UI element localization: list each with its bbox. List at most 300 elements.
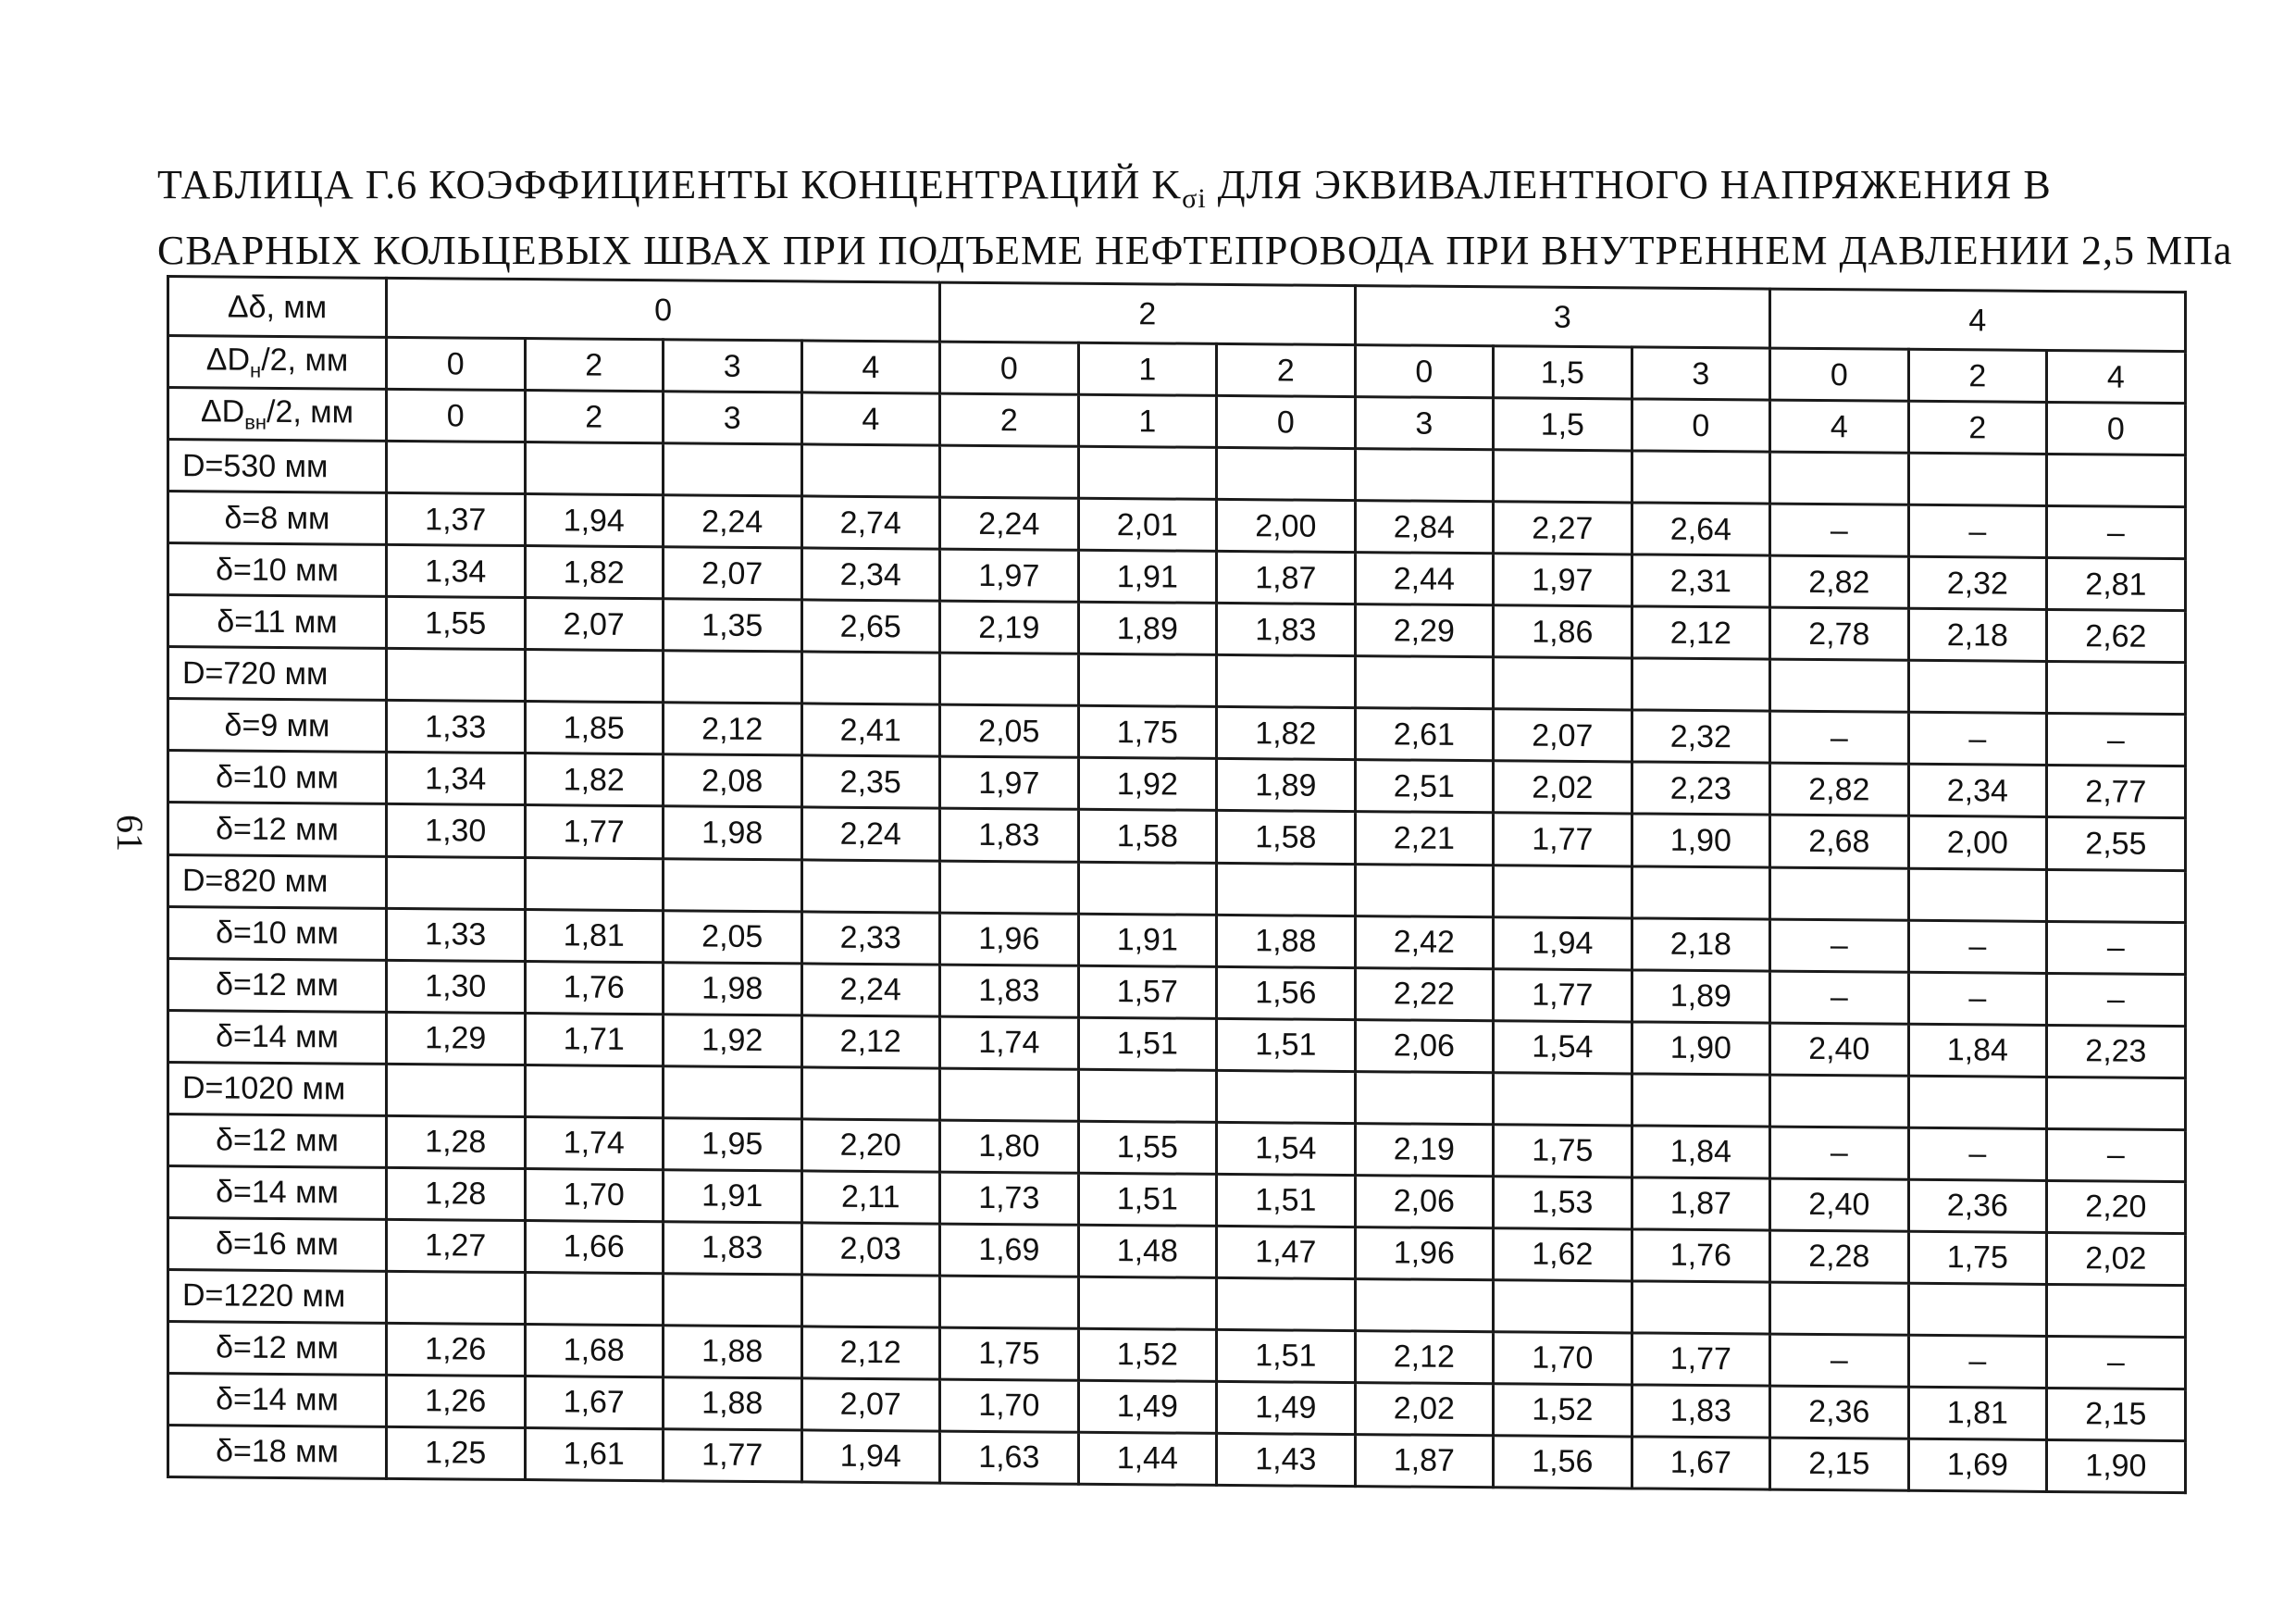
value-cell: 2,24 (801, 807, 940, 860)
empty-cell (1217, 655, 1356, 708)
value-cell: 2,12 (1632, 606, 1770, 659)
value-cell: 1,83 (1632, 1385, 1770, 1438)
value-cell: – (2047, 1128, 2186, 1181)
empty-cell (801, 1067, 940, 1120)
value-cell: 1,52 (1494, 1384, 1632, 1437)
value-cell: 1,97 (940, 757, 1079, 810)
value-cell: 1,75 (1078, 706, 1217, 759)
value-cell: 1,43 (1217, 1433, 1356, 1486)
value-cell: 1,48 (1078, 1225, 1217, 1277)
header-dn-cell: 0 (387, 338, 526, 391)
value-cell: 1,33 (387, 701, 526, 753)
value-cell: 1,33 (387, 908, 526, 961)
value-cell: 2,29 (1355, 604, 1494, 657)
row-label: δ=14 мм (168, 1010, 387, 1064)
value-cell: 1,75 (1908, 1231, 2047, 1284)
header-dn-cell: 4 (2047, 351, 2186, 404)
value-cell: 1,91 (664, 1169, 802, 1222)
value-cell: 1,86 (1494, 605, 1632, 658)
empty-cell (801, 444, 940, 497)
value-cell: 2,44 (1355, 553, 1494, 605)
value-cell: 2,28 (1770, 1230, 1909, 1283)
header-dn-cell: 0 (1770, 348, 1909, 401)
value-cell: 2,19 (1355, 1123, 1494, 1176)
value-cell: 1,55 (1078, 1121, 1217, 1174)
group-title: D=530 мм (168, 440, 387, 493)
header-group-cell: 2 (940, 282, 1356, 345)
row-label: δ=14 мм (168, 1165, 387, 1219)
value-cell: 1,51 (1078, 1017, 1217, 1070)
group-title: D=720 мм (168, 647, 387, 701)
value-cell: – (1908, 920, 2047, 973)
value-cell: 1,68 (525, 1324, 664, 1376)
value-cell: 1,80 (940, 1120, 1079, 1173)
row-label: δ=16 мм (168, 1217, 387, 1271)
value-cell: 1,77 (1632, 1333, 1770, 1386)
value-cell: 2,20 (801, 1119, 940, 1172)
row-label: δ=14 мм (168, 1373, 387, 1426)
empty-cell (1078, 862, 1217, 915)
value-cell: – (1908, 713, 2047, 766)
value-cell: 1,94 (1494, 916, 1632, 969)
value-cell: 1,84 (1908, 1024, 2047, 1077)
header-label-dvn (168, 388, 387, 442)
empty-cell (664, 1273, 802, 1326)
empty-cell (1355, 864, 1494, 916)
value-cell: 2,61 (1355, 708, 1494, 761)
value-cell: 1,77 (1494, 813, 1632, 866)
value-cell: – (2047, 506, 2186, 559)
value-cell: 1,90 (2047, 1439, 2186, 1492)
value-cell: 2,24 (940, 497, 1079, 550)
value-cell: 1,51 (1217, 1174, 1356, 1227)
value-cell: 1,25 (387, 1426, 526, 1479)
value-cell: 2,12 (801, 1326, 940, 1379)
value-cell: 2,15 (1770, 1438, 1909, 1490)
header-dvn-cell: 0 (1217, 396, 1356, 449)
value-cell: 1,51 (1078, 1173, 1217, 1226)
value-cell: 1,88 (1217, 915, 1356, 967)
label-part: ΔD (205, 342, 251, 378)
empty-cell (387, 1064, 526, 1116)
empty-cell (664, 1065, 802, 1118)
empty-cell (1770, 1282, 1909, 1335)
empty-cell (525, 650, 664, 703)
row-label: δ=18 мм (168, 1425, 387, 1478)
value-cell: – (1770, 504, 1909, 556)
value-cell: 1,54 (1217, 1122, 1356, 1175)
value-cell: 1,95 (664, 1117, 802, 1170)
value-cell: 2,03 (801, 1223, 940, 1276)
value-cell: 1,89 (1632, 969, 1770, 1022)
value-cell: 1,71 (525, 1013, 664, 1065)
row-label: δ=12 мм (168, 1114, 387, 1167)
header-dvn-cell: 0 (2047, 403, 2186, 455)
value-cell: 1,81 (1908, 1387, 2047, 1439)
value-cell: 2,02 (2047, 1232, 2186, 1285)
value-cell: 1,49 (1078, 1380, 1217, 1433)
header-dvn-cell: 1,5 (1494, 398, 1632, 451)
header-dn-cell: 3 (1632, 347, 1770, 400)
value-cell: 1,84 (1632, 1126, 1770, 1178)
value-cell: – (1770, 1334, 1909, 1387)
value-cell: 2,12 (1355, 1330, 1494, 1383)
value-cell: 2,11 (801, 1171, 940, 1224)
empty-cell (940, 653, 1079, 705)
page-number: 61 (109, 815, 151, 852)
value-cell: 2,21 (1355, 812, 1494, 865)
empty-cell (1217, 448, 1356, 501)
label-part: ΔD (200, 393, 245, 430)
empty-cell (1078, 1069, 1217, 1122)
value-cell: 2,18 (1632, 917, 1770, 970)
value-cell: 2,07 (525, 598, 664, 651)
value-cell: 1,98 (664, 806, 802, 859)
value-cell: 1,55 (387, 597, 526, 650)
value-cell: 1,92 (664, 1014, 802, 1066)
value-cell: 2,40 (1770, 1178, 1909, 1231)
value-cell: 2,15 (2047, 1388, 2186, 1440)
label-subscript: н (250, 358, 262, 382)
value-cell: 2,12 (664, 703, 802, 755)
value-cell: 1,88 (664, 1377, 802, 1430)
header-label-dn (168, 336, 387, 390)
empty-cell (1908, 661, 2047, 714)
table-body (168, 277, 2186, 1493)
empty-cell (1494, 1280, 1632, 1333)
value-cell: 1,56 (1217, 966, 1356, 1019)
value-cell: 1,63 (940, 1431, 1079, 1484)
header-group-cell: 4 (1770, 289, 2186, 352)
value-cell: 1,83 (664, 1221, 802, 1274)
empty-cell (1217, 1070, 1356, 1123)
header-dvn-cell: 2 (525, 391, 664, 443)
empty-cell (664, 651, 802, 704)
empty-cell (387, 649, 526, 702)
value-cell: 1,34 (387, 753, 526, 805)
value-cell: 2,78 (1770, 607, 1909, 660)
value-cell: 1,37 (387, 493, 526, 546)
value-cell: 2,22 (1355, 967, 1494, 1020)
empty-cell (1494, 657, 1632, 710)
value-cell: 2,00 (1217, 500, 1356, 553)
value-cell: – (2047, 1336, 2186, 1389)
header-dn-cell: 2 (1217, 344, 1356, 397)
value-cell: 1,82 (1217, 707, 1356, 760)
empty-cell (664, 443, 802, 496)
value-cell: 1,34 (387, 545, 526, 598)
value-cell: – (1770, 971, 1909, 1024)
value-cell: 1,94 (801, 1430, 940, 1483)
header-dn-cell: 1 (1078, 342, 1217, 395)
empty-cell (387, 1271, 526, 1324)
value-cell: 1,87 (1632, 1177, 1770, 1230)
header-dn-cell: 0 (1355, 345, 1494, 398)
value-cell: 1,91 (1078, 551, 1217, 604)
value-cell: 1,90 (1632, 814, 1770, 866)
value-cell: 1,54 (1494, 1020, 1632, 1073)
value-cell: 1,28 (387, 1167, 526, 1220)
value-cell: 2,34 (801, 548, 940, 601)
empty-cell (2047, 869, 2186, 922)
value-cell: 2,00 (1908, 816, 2047, 869)
value-cell: 1,75 (1494, 1124, 1632, 1177)
value-cell: 1,96 (1355, 1227, 1494, 1279)
empty-cell (801, 1275, 940, 1327)
value-cell: 1,26 (387, 1323, 526, 1376)
header-dvn-cell: 1 (1078, 394, 1217, 447)
value-cell: 1,61 (525, 1427, 664, 1480)
group-title: D=820 мм (168, 854, 387, 908)
value-cell: 2,77 (2047, 766, 2186, 818)
caption-subscript: σi (1182, 182, 1207, 214)
row-label: δ=10 мм (168, 751, 387, 804)
empty-cell (1355, 1278, 1494, 1331)
value-cell: 2,23 (1632, 762, 1770, 815)
header-dvn-cell: 0 (1632, 399, 1770, 452)
empty-cell (1770, 1075, 1909, 1127)
value-cell: 1,76 (1632, 1229, 1770, 1282)
empty-cell (1355, 1071, 1494, 1124)
value-cell: 1,96 (940, 913, 1079, 965)
value-cell: 1,57 (1078, 965, 1217, 1018)
value-cell: 2,02 (1355, 1382, 1494, 1435)
empty-cell (664, 858, 802, 911)
value-cell: 1,92 (1078, 758, 1217, 811)
value-cell: – (2047, 921, 2186, 974)
header-group-cell: 0 (387, 278, 940, 342)
value-cell: 1,87 (1355, 1434, 1494, 1487)
value-cell: 1,52 (1078, 1328, 1217, 1381)
value-cell: 2,07 (1494, 709, 1632, 762)
value-cell: 2,32 (1908, 557, 2047, 610)
label-part: /2, мм (267, 393, 354, 430)
empty-cell (1355, 656, 1494, 709)
empty-cell (525, 857, 664, 910)
empty-cell (1494, 1072, 1632, 1125)
value-cell: 2,24 (801, 963, 940, 1015)
empty-cell (2047, 455, 2186, 507)
empty-cell (1494, 865, 1632, 917)
value-cell: 1,74 (940, 1016, 1079, 1069)
value-cell: 2,07 (801, 1378, 940, 1431)
value-cell: 1,97 (940, 549, 1079, 602)
group-title: D=1220 мм (168, 1269, 387, 1323)
value-cell: 2,12 (801, 1015, 940, 1067)
value-cell: – (1908, 1127, 2047, 1180)
value-cell: 2,74 (801, 496, 940, 549)
value-cell: 1,81 (525, 909, 664, 962)
header-dvn-cell: 3 (664, 392, 802, 444)
value-cell: 1,85 (525, 702, 664, 754)
row-label: δ=12 мм (168, 1321, 387, 1375)
empty-cell (940, 445, 1079, 498)
value-cell: 1,77 (525, 805, 664, 858)
empty-cell (1632, 1074, 1770, 1127)
value-cell: 1,83 (1217, 604, 1356, 656)
empty-cell (1632, 1281, 1770, 1334)
value-cell: 2,27 (1494, 502, 1632, 554)
value-cell: 2,18 (1908, 609, 2047, 662)
value-cell: 2,35 (801, 755, 940, 808)
empty-cell (1078, 1277, 1217, 1329)
value-cell: 2,82 (1770, 764, 1909, 816)
value-cell: 2,20 (2047, 1180, 2186, 1233)
empty-cell (1908, 1076, 2047, 1128)
value-cell: 1,58 (1078, 810, 1217, 863)
header-dvn-cell: 4 (1770, 400, 1909, 453)
value-cell: 1,44 (1078, 1432, 1217, 1485)
value-cell: 2,01 (1078, 499, 1217, 552)
value-cell: 2,81 (2047, 558, 2186, 611)
caption-line-2: СВАРНЫХ КОЛЬЦЕВЫХ ШВАХ ПРИ ПОДЪЕМЕ НЕФТЕПРОВОДА ПРИ ВНУТРЕННЕМ ДАВЛЕНИИ 2,5 МПа (157, 227, 2233, 273)
value-cell: 1,89 (1217, 759, 1356, 812)
value-cell: 1,83 (940, 965, 1079, 1017)
empty-cell (387, 442, 526, 494)
value-cell: 2,02 (1494, 761, 1632, 814)
value-cell: 2,65 (801, 600, 940, 653)
empty-cell (1217, 863, 1356, 915)
empty-cell (525, 1065, 664, 1117)
value-cell: 1,70 (940, 1379, 1079, 1432)
empty-cell (1908, 454, 2047, 506)
empty-cell (1770, 867, 1909, 920)
empty-cell (1078, 654, 1217, 707)
value-cell: 1,67 (525, 1376, 664, 1428)
value-cell: – (2047, 714, 2186, 766)
value-cell: 1,27 (387, 1219, 526, 1272)
label-subscript: вн (244, 410, 267, 434)
value-cell: 1,77 (664, 1429, 802, 1482)
value-cell: 1,98 (664, 962, 802, 1015)
value-cell: 2,68 (1770, 816, 1909, 868)
value-cell: 2,32 (1632, 710, 1770, 763)
value-cell: – (1770, 919, 1909, 972)
empty-cell (801, 652, 940, 704)
value-cell: 2,33 (801, 911, 940, 964)
value-cell: 2,40 (1770, 1023, 1909, 1076)
table-container (167, 275, 2184, 1494)
value-cell: 2,55 (2047, 817, 2186, 870)
value-cell: – (1770, 1127, 1909, 1179)
value-cell: 1,51 (1217, 1329, 1356, 1382)
header-dn-cell: 2 (525, 339, 664, 392)
caption-line-1 (157, 159, 2175, 225)
value-cell: 1,69 (1908, 1438, 2047, 1491)
value-cell: 1,91 (1078, 914, 1217, 966)
coefficient-table (167, 275, 2187, 1494)
empty-cell (1632, 866, 1770, 918)
value-cell: 1,90 (1632, 1022, 1770, 1075)
empty-cell (525, 1272, 664, 1325)
value-cell: – (1908, 505, 2047, 558)
value-cell: 1,82 (525, 546, 664, 599)
row-label: δ=10 мм (168, 543, 387, 597)
value-cell: 2,36 (1908, 1179, 2047, 1232)
caption-line-1-start: ТАБЛИЦА Г.6 КОЭФФИЦИЕНТЫ КОНЦЕНТРАЦИЙ K (157, 162, 1183, 207)
empty-cell (801, 859, 940, 912)
value-cell: 1,28 (387, 1115, 526, 1168)
empty-cell (1908, 1283, 2047, 1336)
value-cell: 1,30 (387, 960, 526, 1013)
empty-cell (2047, 662, 2186, 715)
value-cell: 1,62 (1494, 1227, 1632, 1280)
value-cell: 1,70 (1494, 1332, 1632, 1385)
value-cell: 2,08 (664, 754, 802, 807)
value-cell: 1,35 (664, 599, 802, 652)
value-cell: 1,26 (387, 1375, 526, 1427)
empty-cell (2047, 1284, 2186, 1337)
empty-cell (2047, 1077, 2186, 1129)
header-dvn-cell: 2 (1908, 402, 2047, 455)
row-label: δ=8 мм (168, 492, 387, 545)
value-cell: 1,76 (525, 961, 664, 1014)
value-cell: 2,19 (940, 601, 1079, 654)
value-cell: 2,05 (664, 910, 802, 963)
header-dvn-cell: 0 (387, 390, 526, 442)
value-cell: 2,05 (940, 704, 1079, 757)
empty-cell (1078, 446, 1217, 499)
empty-cell (1770, 659, 1909, 712)
value-cell: 1,51 (1217, 1018, 1356, 1071)
value-cell: 2,62 (2047, 610, 2186, 663)
row-label: δ=10 мм (168, 906, 387, 960)
header-dvn-cell: 3 (1355, 397, 1494, 450)
empty-cell (1632, 658, 1770, 711)
value-cell: 2,64 (1632, 503, 1770, 555)
value-cell: 2,82 (1770, 555, 1909, 608)
label-part: /2, мм (261, 342, 349, 379)
value-cell: 2,41 (801, 704, 940, 756)
value-cell: 1,94 (525, 494, 664, 547)
value-cell: 1,30 (387, 804, 526, 857)
value-cell: 2,31 (1632, 554, 1770, 607)
row-label: δ=12 мм (168, 958, 387, 1012)
empty-cell (1632, 451, 1770, 504)
empty-cell (525, 442, 664, 495)
empty-cell (1770, 452, 1909, 504)
empty-cell (940, 861, 1079, 914)
value-cell: 2,34 (1908, 765, 2047, 817)
empty-cell (1217, 1277, 1356, 1330)
value-cell: – (1908, 1335, 2047, 1388)
value-cell: 2,84 (1355, 501, 1494, 554)
empty-cell (1908, 868, 2047, 921)
header-dn-cell: 1,5 (1494, 346, 1632, 399)
value-cell: 1,70 (525, 1168, 664, 1221)
value-cell: – (2047, 973, 2186, 1026)
value-cell: 1,97 (1494, 554, 1632, 606)
row-label: δ=12 мм (168, 803, 387, 856)
value-cell: 2,23 (2047, 1025, 2186, 1077)
header-dn-cell: 2 (1908, 349, 2047, 402)
value-cell: 1,87 (1217, 552, 1356, 604)
value-cell: 2,07 (664, 547, 802, 600)
group-title: D=1020 мм (168, 1062, 387, 1115)
value-cell: – (1908, 972, 2047, 1025)
value-cell: – (1770, 712, 1909, 765)
caption-line-1-end: ДЛЯ ЭКВИВАЛЕНТНОГО НАПРЯЖЕНИЯ В (1206, 162, 2052, 207)
value-cell: 1,49 (1217, 1381, 1356, 1434)
header-dn-cell: 3 (664, 340, 802, 392)
value-cell: 1,83 (940, 809, 1079, 862)
header-label-delta: Δδ, мм (168, 277, 387, 338)
value-cell: 1,89 (1078, 603, 1217, 655)
value-cell: 2,36 (1770, 1386, 1909, 1438)
empty-cell (940, 1068, 1079, 1121)
value-cell: 1,58 (1217, 811, 1356, 864)
value-cell: 1,75 (940, 1327, 1079, 1380)
